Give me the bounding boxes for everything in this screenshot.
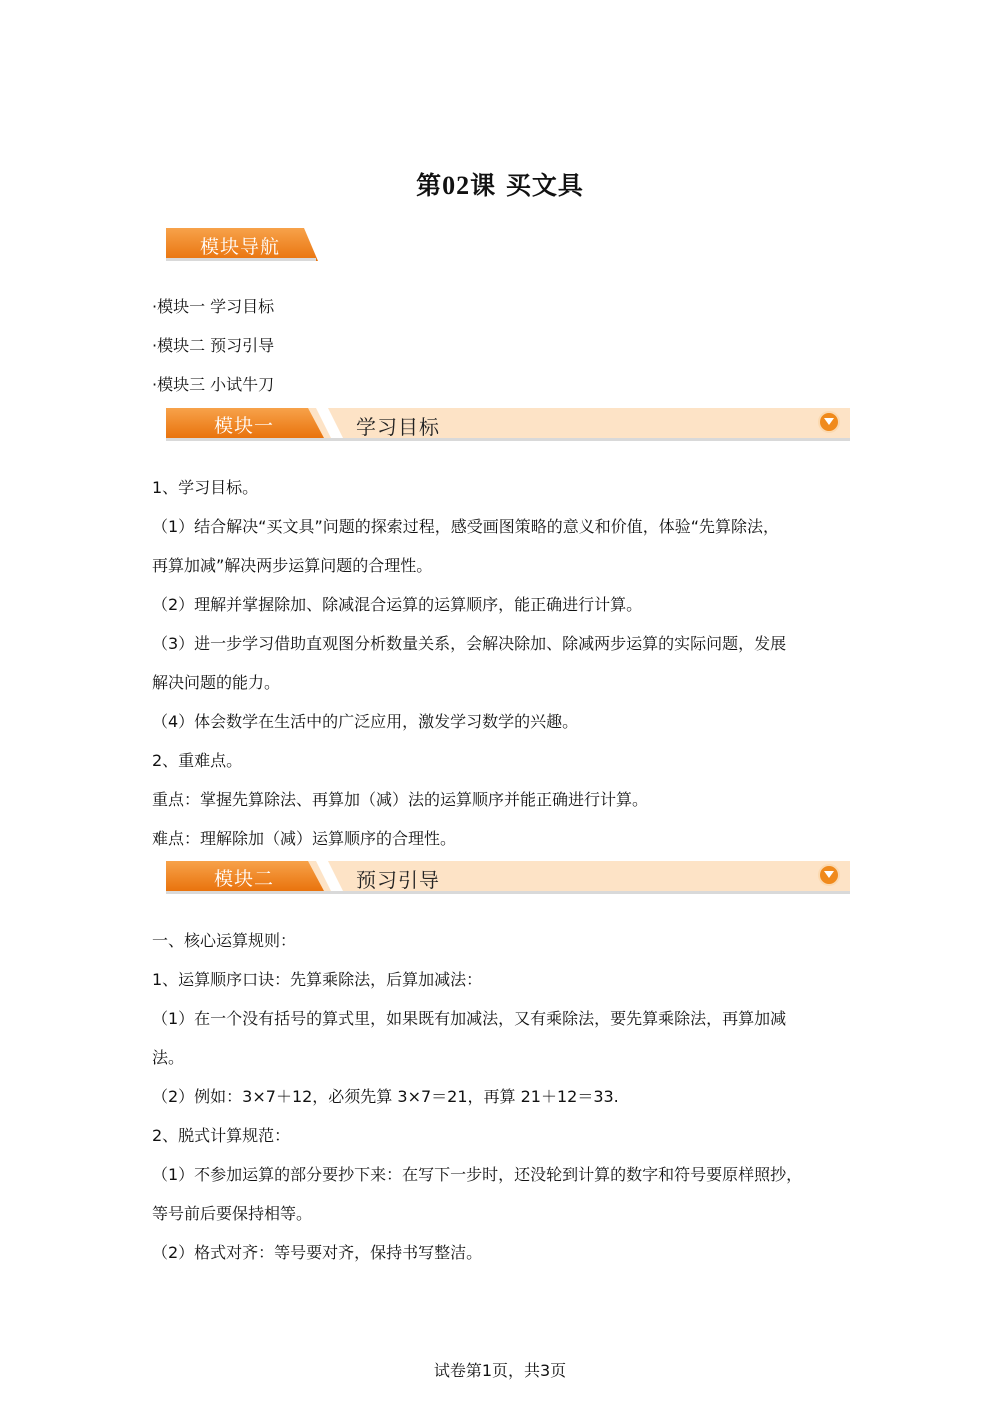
nav-banner-label: 模块导航 bbox=[200, 236, 281, 258]
paragraph: 1、运算顺序口诀：先算乘除法，后算加减法： bbox=[152, 970, 483, 989]
paragraph: （2）格式对齐：等号要对齐，保持书写整洁。 bbox=[152, 1243, 483, 1262]
paragraph: 2、重难点。 bbox=[152, 751, 243, 770]
paragraph: 解决问题的能力。 bbox=[152, 673, 281, 692]
nav-item-module3[interactable]: ·模块三 小试牛刀 bbox=[152, 375, 275, 394]
chevron-down-icon[interactable] bbox=[818, 864, 840, 886]
paragraph: 2、脱式计算规范： bbox=[152, 1126, 291, 1145]
module2-banner bbox=[166, 859, 850, 895]
module-nav-banner bbox=[166, 228, 318, 261]
paragraph: （2）理解并掌握除加、除减混合运算的运算顺序，能正确进行计算。 bbox=[152, 595, 643, 614]
nav-item-module2[interactable]: ·模块二 预习引导 bbox=[152, 336, 275, 355]
paragraph: 1、学习目标。 bbox=[152, 478, 259, 497]
paragraph: 等号前后要保持相等。 bbox=[152, 1204, 313, 1223]
nav-item-module1[interactable]: ·模块一 学习目标 bbox=[152, 297, 275, 316]
chevron-down-icon[interactable] bbox=[818, 411, 840, 433]
paragraph: 重点：掌握先算除法、再算加（减）法的运算顺序并能正确进行计算。 bbox=[152, 790, 649, 809]
paragraph: 法。 bbox=[152, 1048, 185, 1067]
paragraph: 难点：理解除加（减）运算顺序的合理性。 bbox=[152, 829, 457, 848]
page-title: 第02课 买文具 bbox=[416, 171, 584, 200]
module2-label: 模块二 bbox=[214, 868, 275, 890]
paragraph: （2）例如：3×7＋12，必须先算 3×7＝21，再算 21＋12＝33. bbox=[152, 1087, 619, 1106]
module1-banner bbox=[166, 406, 850, 442]
paragraph: （4）体会数学在生活中的广泛应用，激发学习数学的兴趣。 bbox=[152, 712, 579, 731]
module2-title: 预习引导 bbox=[356, 868, 440, 892]
paragraph: 再算加减”解决两步运算问题的合理性。 bbox=[152, 556, 433, 575]
page-footer: 试卷第1页，共3页 bbox=[433, 1361, 567, 1380]
module1-label: 模块一 bbox=[214, 415, 275, 437]
module1-title: 学习目标 bbox=[356, 415, 440, 439]
paragraph: （3）进一步学习借助直观图分析数量关系，会解决除加、除减两步运算的实际问题，发展 bbox=[152, 634, 787, 653]
paragraph: （1）结合解决“买文具”问题的探索过程，感受画图策略的意义和价值，体验“先算除法， bbox=[152, 517, 780, 536]
paragraph: 一、核心运算规则： bbox=[152, 931, 297, 950]
paragraph: （1）不参加运算的部分要抄下来：在写下一步时，还没轮到计算的数字和符号要原样照抄， bbox=[152, 1165, 803, 1184]
paragraph: （1）在一个没有括号的算式里，如果既有加减法，又有乘除法，要先算乘除法，再算加减 bbox=[152, 1009, 787, 1028]
